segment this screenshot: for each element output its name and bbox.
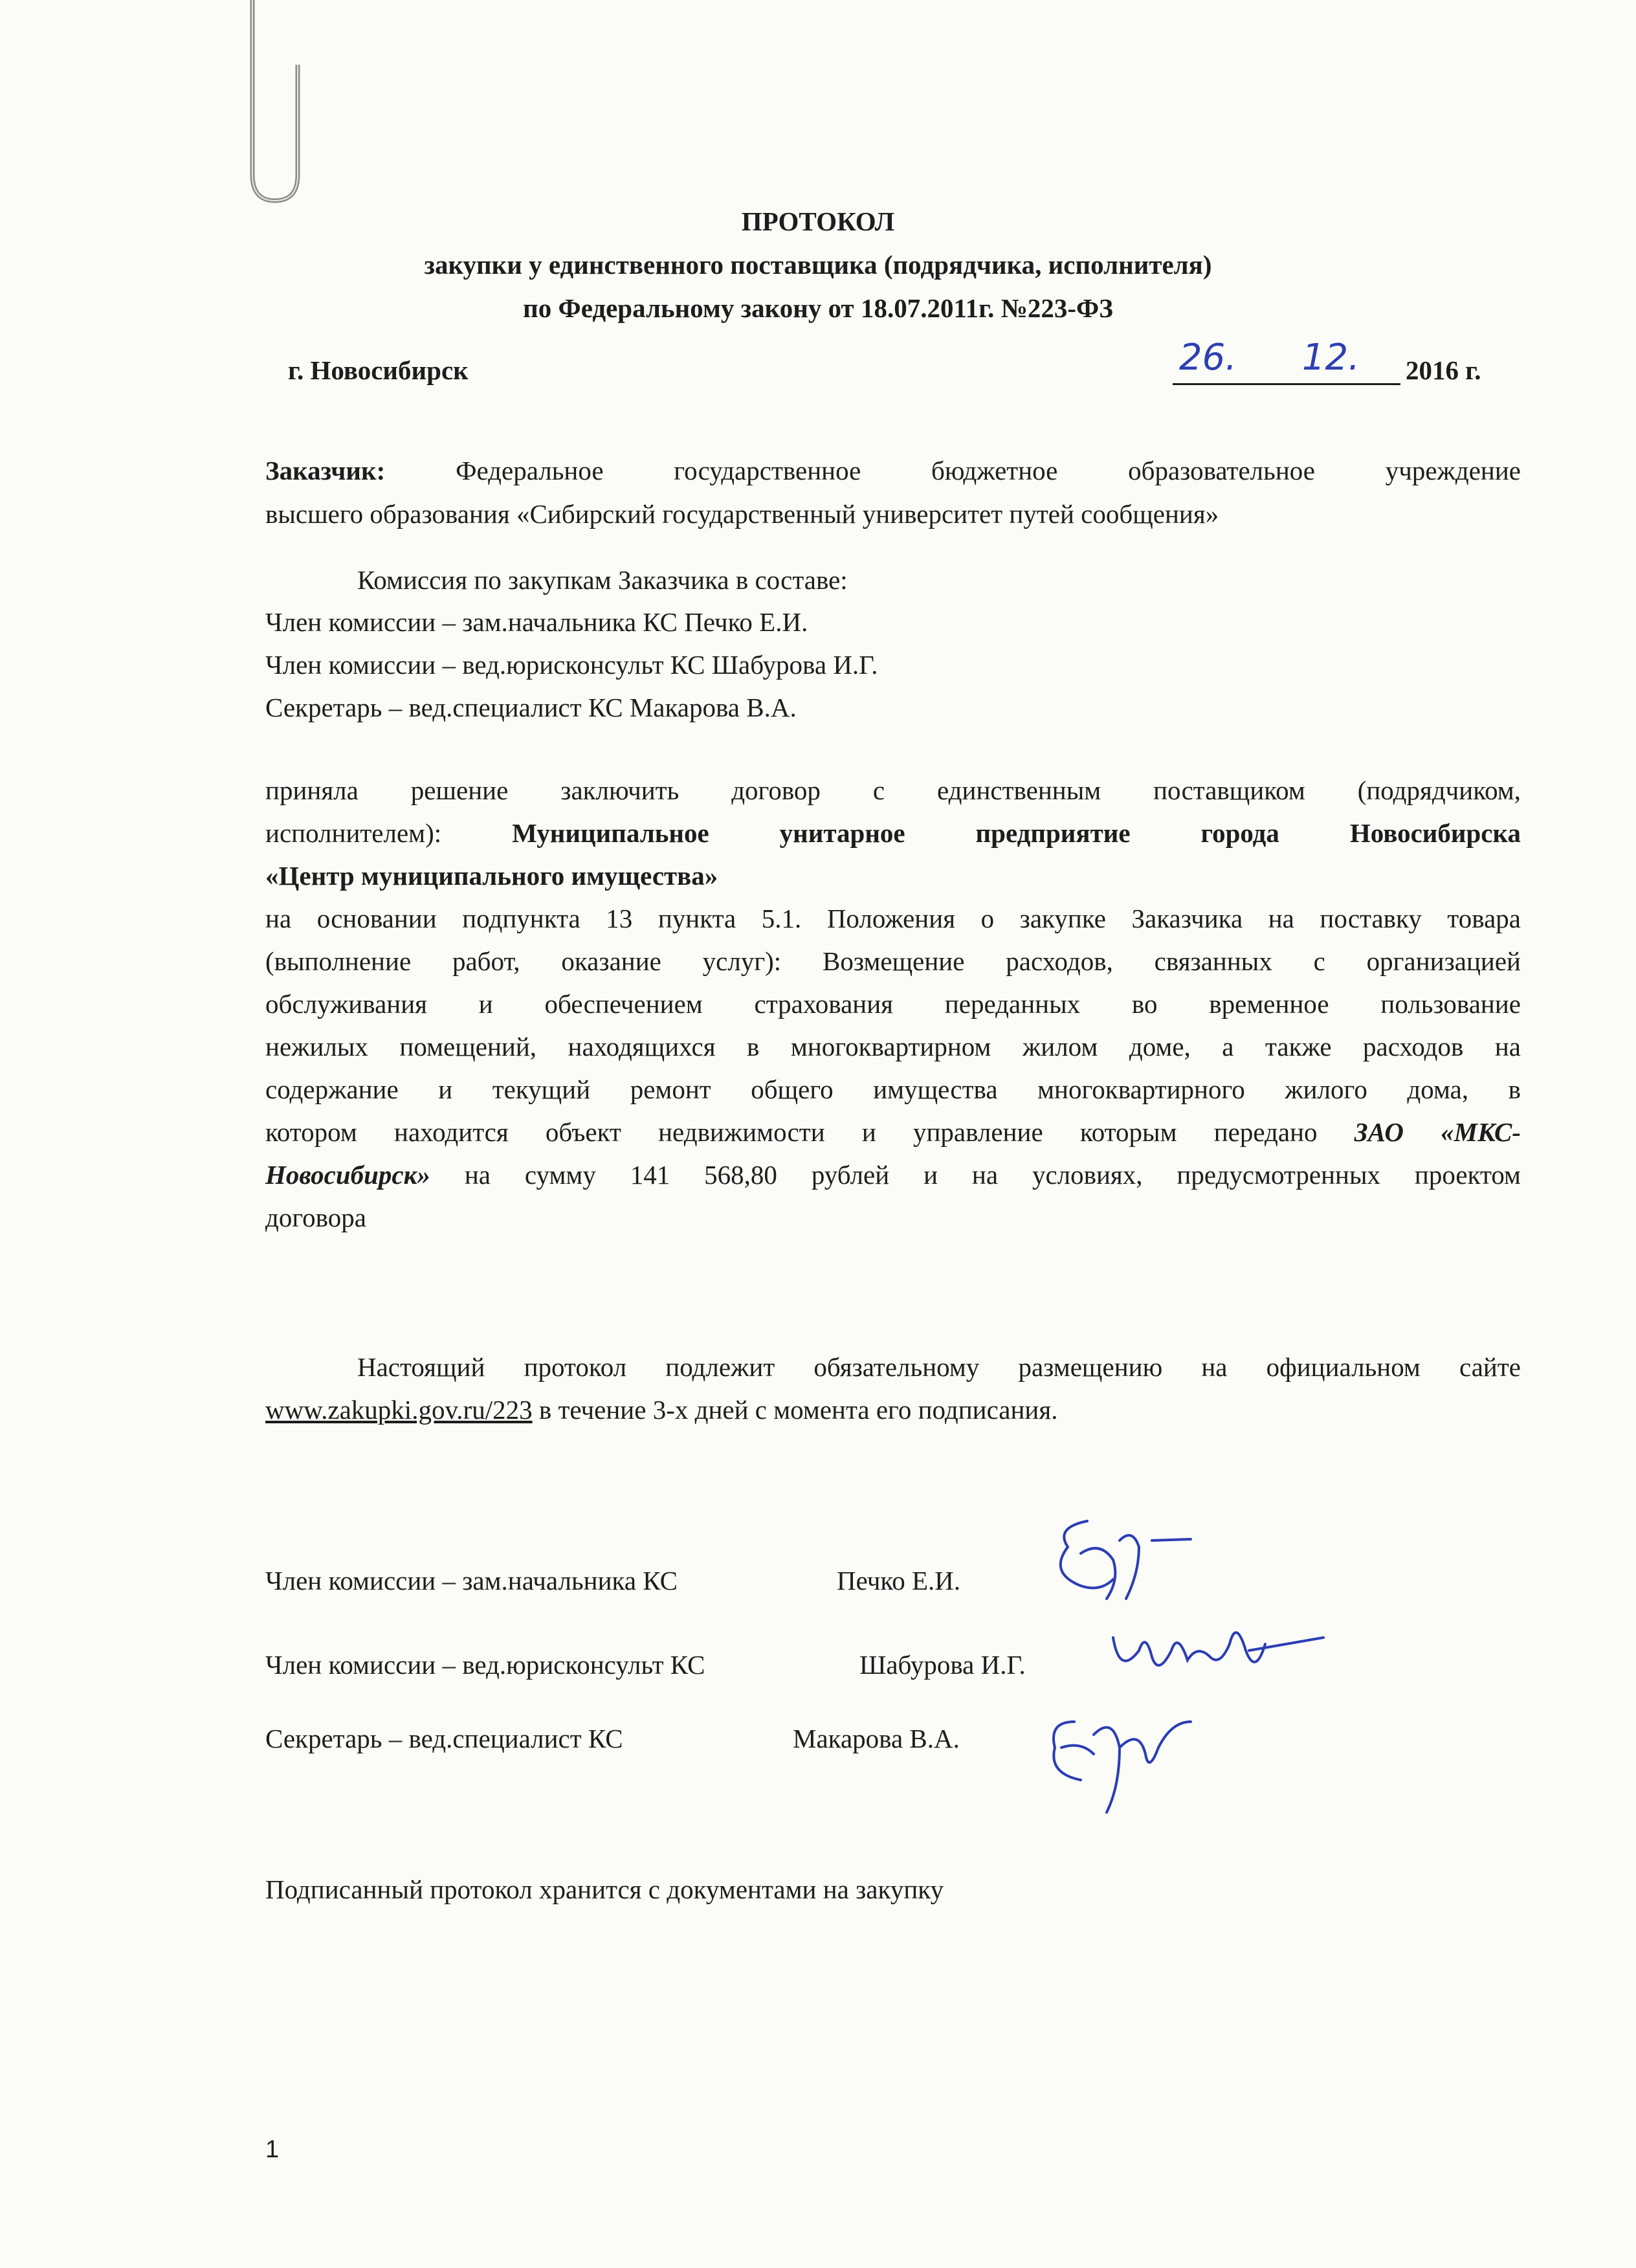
handwritten-signature-3 — [1035, 1696, 1204, 1825]
commission-member-2: Член комиссии – вед.юрисконсульт КС Шабурова И.Г. — [265, 650, 878, 680]
contract-amount-text: на сумму 141 568,80 рублей и на условиях, предусмотренных проектом — [464, 1160, 1521, 1190]
date-month-handwritten: 12. — [1302, 337, 1360, 379]
decision-line-5: (выполнение работ, оказание услуг): Возмещение расходов, связанных с организацией — [265, 946, 1521, 976]
customer-label: Заказчик: — [265, 456, 386, 485]
signature-name-2: Шабурова И.Г. — [859, 1650, 1026, 1680]
footer-note: Подписанный протокол хранится с документами на закупку — [265, 1874, 944, 1904]
decision-line-9 — [265, 1117, 1521, 1148]
signature-name-1: Печко Е.И. — [837, 1566, 961, 1595]
decision-line-2 — [265, 817, 1521, 849]
zakupki-link[interactable]: www.zakupki.gov.ru/223 — [265, 1395, 533, 1425]
publication-deadline: в течение 3-х дней с момента его подписания. — [538, 1395, 1058, 1425]
decision-supplier-intro: исполнителем): — [265, 818, 442, 848]
handwritten-signature-2 — [1100, 1605, 1333, 1696]
decision-line-11: договора — [265, 1203, 366, 1232]
decision-line-7: нежилых помещений, находящихся в многоквартирном жилом доме, а также расходов на — [265, 1032, 1521, 1062]
date-underline — [1173, 383, 1400, 385]
publication-line-1: Настоящий протокол подлежит обязательному размещению на официальном сайте — [357, 1352, 1521, 1382]
city-label: г. Новосибирск — [288, 355, 469, 385]
signature-role-1: Член комиссии – зам.начальника КС — [265, 1566, 678, 1595]
paper-clip-image — [233, 0, 304, 207]
decision-line-1: приняла решение заключить договор с единственным поставщиком (подрядчиком, — [265, 775, 1521, 805]
customer-name-part1: Федеральное государственное бюджетное образовательное учреждение — [456, 456, 1521, 485]
document-law-reference: по Федеральному закону от 18.07.2011г. №223-ФЗ — [523, 293, 1113, 323]
management-company-part2: Новосибирск» — [265, 1160, 430, 1190]
date-year: 2016 г. — [1406, 355, 1481, 385]
decision-line-6: обслуживания и обеспечением страхования переданных во временное пользование — [265, 989, 1521, 1019]
document-title: ПРОТОКОЛ — [741, 206, 895, 236]
decision-line-9-text: котором находится объект недвижимости и управление которым передано — [265, 1117, 1318, 1147]
customer-line-2: высшего образования «Сибирский государственный университет путей сообщения» — [265, 499, 1219, 529]
decision-line-10 — [265, 1159, 1521, 1190]
customer-line-1 — [265, 455, 1521, 486]
commission-member-1: Член комиссии – зам.начальника КС Печко Е.И. — [265, 607, 808, 637]
signature-role-3: Секретарь – вед.специалист КС — [265, 1724, 623, 1753]
date-day-handwritten: 26. — [1179, 337, 1237, 379]
decision-line-8: содержание и текущий ремонт общего имущества многоквартирного жилого дома, в — [265, 1074, 1521, 1104]
publication-line-2 — [265, 1394, 1058, 1425]
decision-line-4: на основании подпункта 13 пункта 5.1. Положения о закупке Заказчика на поставку товара — [265, 904, 1521, 933]
date-field — [1173, 337, 1406, 388]
supplier-name-part2: «Центр муниципального имущества» — [265, 861, 718, 891]
page-number: 1 — [265, 2136, 280, 2163]
supplier-name-part1: Муниципальное унитарное предприятие города Новосибирска — [512, 818, 1521, 848]
commission-intro: Комиссия по закупкам Заказчика в составе: — [357, 565, 848, 595]
document-subtitle: закупки у единственного поставщика (подрядчика, исполнителя) — [424, 250, 1212, 280]
signature-name-3: Макарова В.А. — [793, 1724, 960, 1753]
management-company-part1: ЗАО «МКС- — [1354, 1117, 1521, 1147]
signature-role-2: Член комиссии – вед.юрисконсульт КС — [265, 1650, 705, 1680]
commission-member-3: Секретарь – вед.специалист КС Макарова В.А. — [265, 693, 797, 722]
